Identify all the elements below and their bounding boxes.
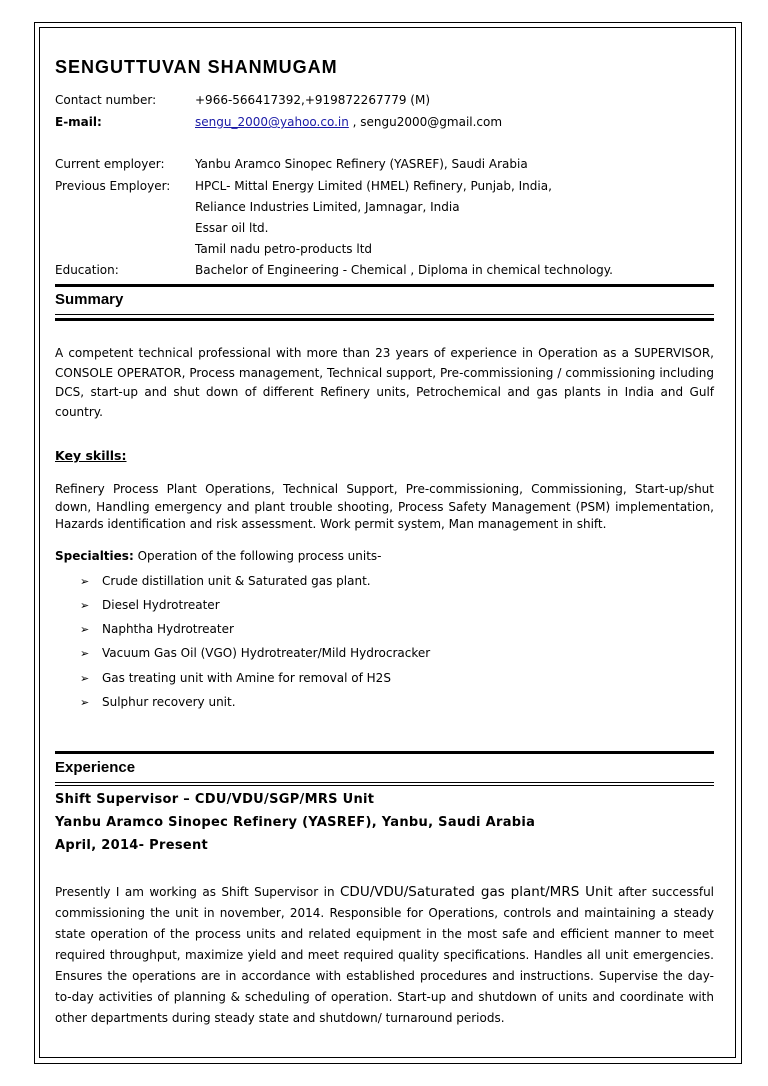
previous-employer-value: HPCL- Mittal Energy Limited (HMEL) Refinery, Punjab, India,: [195, 179, 552, 193]
list-item-text: Vacuum Gas Oil (VGO) Hydrotreater/Mild Hydrocracker: [102, 646, 431, 660]
education-value: Bachelor of Engineering - Chemical , Diploma in chemical technology.: [195, 263, 613, 277]
list-item: [80, 695, 236, 709]
current-employer-value: Yanbu Aramco Sinopec Refinery (YASREF), Saudi Arabia: [195, 157, 528, 171]
email-label: E-mail:: [55, 115, 102, 129]
list-item: [80, 622, 234, 636]
previous-employer-value: Tamil nadu petro-products ltd: [195, 242, 373, 256]
arrow-bullet-icon: ➢: [80, 647, 90, 660]
candidate-name: SENGUTTUVAN SHANMUGAM: [55, 57, 338, 77]
arrow-bullet-icon: ➢: [80, 672, 90, 685]
list-item-text: Gas treating unit with Amine for removal of H2S: [102, 671, 391, 685]
email-secondary: , sengu2000@gmail.com: [348, 115, 503, 129]
specialties-line: [55, 549, 382, 563]
previous-employer-label: Previous Employer:: [55, 179, 171, 193]
list-item: [80, 646, 430, 660]
experience-role: Shift Supervisor – CDU/VDU/SGP/MRS Unit: [55, 792, 375, 807]
summary-top-rule: [55, 284, 714, 287]
email-primary-link[interactable]: sengu_2000@yahoo.co.in: [195, 115, 349, 129]
key-skills-text: Refinery Process Plant Operations, Technical Support, Pre-commissioning, Commissioning, Start-up/shut down, Handling emergency and plant trouble shooting, Process Safety Management (PSM) implementation, Hazards identification and risk assessment. Work permit system, Man management in shift.: [55, 482, 714, 531]
summary-text: A competent technical professional with more than 23 years of experience in Operation as a SUPERVISOR, CONSOLE OPERATOR, Process management, Technical support, Pre-commissioning / commissioning including DCS, start-up and shut down of different Refinery units, Petrochemical and gas plants in India and Gulf country.: [55, 346, 714, 419]
list-item: [80, 598, 220, 612]
arrow-bullet-icon: ➢: [80, 575, 90, 588]
experience-desc-units: CDU/VDU/Saturated gas plant/MRS Unit: [340, 884, 613, 900]
current-employer-label: Current employer:: [55, 157, 165, 171]
specialties-intro: Operation of the following process units-: [133, 549, 382, 563]
arrow-bullet-icon: ➢: [80, 696, 90, 709]
experience-bottom-rule: [55, 782, 714, 783]
list-item-text: Naphtha Hydrotreater: [102, 622, 234, 636]
experience-period: April, 2014- Present: [55, 838, 209, 853]
list-item-text: Diesel Hydrotreater: [102, 598, 220, 612]
experience-title: Experience: [55, 759, 136, 776]
arrow-bullet-icon: ➢: [80, 623, 90, 636]
summary-bottom-rule-thick: [55, 318, 714, 321]
experience-top-rule: [55, 751, 714, 754]
experience-company: Yanbu Aramco Sinopec Refinery (YASREF), Yanbu, Saudi Arabia: [55, 815, 536, 830]
previous-employer-value: Essar oil ltd.: [195, 221, 269, 235]
specialties-label: Specialties:: [55, 549, 134, 563]
summary-bottom-rule: [55, 314, 714, 315]
email-values: [195, 115, 502, 129]
experience-bottom-rule-2: [55, 785, 714, 786]
arrow-bullet-icon: ➢: [80, 599, 90, 612]
phone-value: +966-566417392,+919872267779 (M): [195, 93, 431, 107]
list-item-text: Crude distillation unit & Saturated gas plant.: [102, 574, 371, 588]
key-skills-title: Key skills:: [55, 448, 127, 463]
experience-description: [55, 882, 714, 1029]
education-label: Education:: [55, 263, 119, 277]
list-item-text: Sulphur recovery unit.: [102, 695, 236, 709]
previous-employer-value: Reliance Industries Limited, Jamnagar, India: [195, 200, 460, 214]
summary-title: Summary: [55, 291, 124, 308]
list-item: [80, 671, 391, 685]
experience-desc-lead: Presently I am working as Shift Supervisor in: [55, 885, 340, 899]
list-item: [80, 574, 371, 588]
phone-label: Contact number:: [55, 93, 157, 107]
experience-desc-rest: after successful commissioning the unit in november, 2014. Responsible for Operations, controls and maintaining a steady state operation of the process units and related equipment in the most safe and efficient manner to meet required throughput, maximize yield and meet required quality specifications. Handles all unit emergencies. Ensures the operations are in accordance with established procedures and instructions. Supervise the day-to-day activities of planning & scheduling of operation. Start-up and shutdown of units and coordinate with other departments during steady state and shutdown/ turnaround periods.: [55, 885, 715, 1025]
